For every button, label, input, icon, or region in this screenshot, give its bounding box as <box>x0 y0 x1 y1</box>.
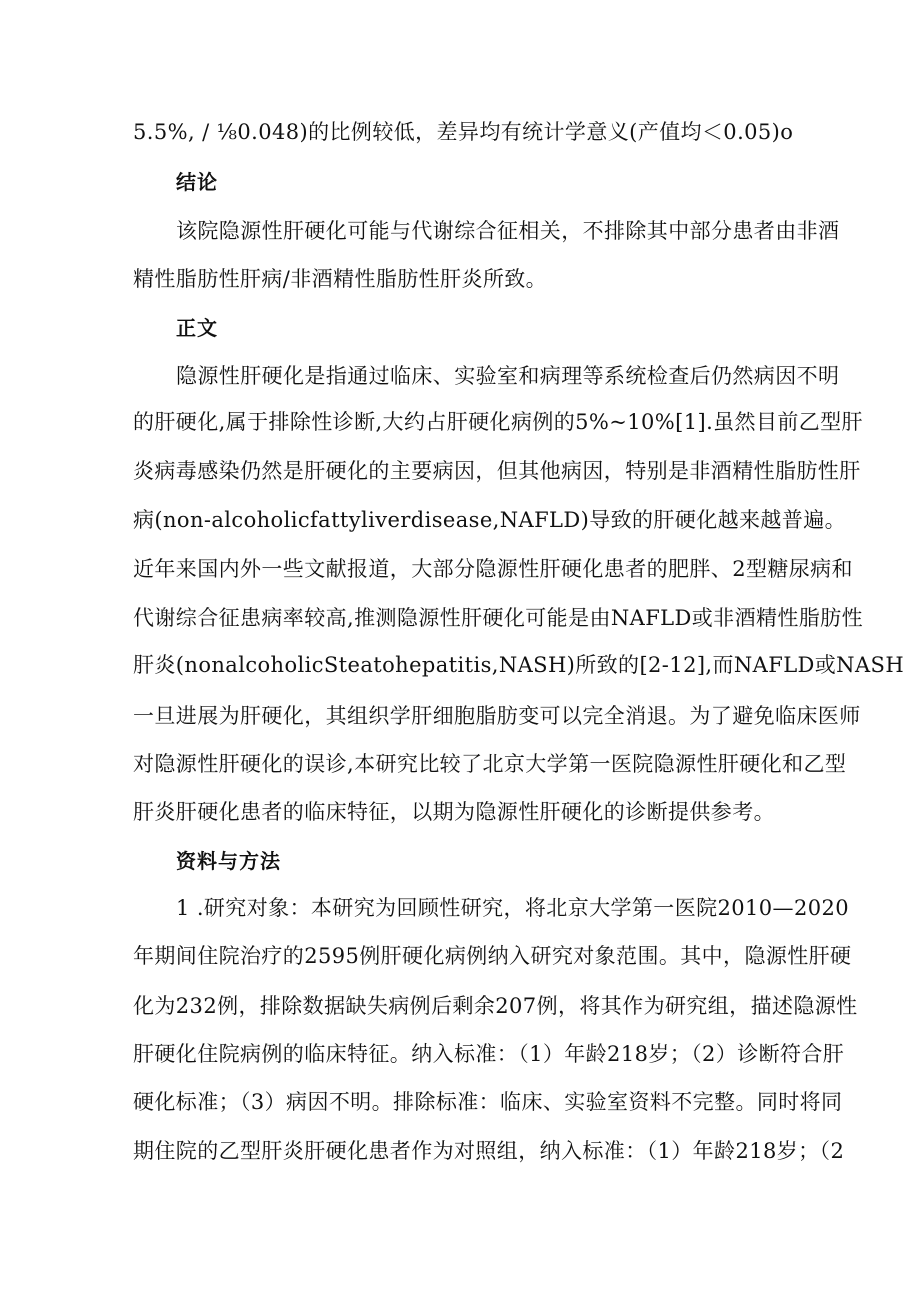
paragraph-line: 的肝硬化,属于排除性诊断,大约占肝硬化病例的5%~10%[1].虽然目前乙型肝 <box>133 410 863 434</box>
paragraph-line: 一旦进展为肝硬化，其组织学肝细胞脂肪变可以完全消退。为了避免临床医师 <box>133 704 861 728</box>
paragraph-line: 代谢综合征患病率较高,推测隐源性肝硬化可能是由NAFLD或非酒精性脂肪性 <box>133 606 863 630</box>
paragraph-line: 肝炎肝硬化患者的临床特征，以期为隐源性肝硬化的诊断提供参考。 <box>133 800 775 824</box>
paragraph-line: 隐源性肝硬化是指通过临床、实验室和病理等系统检查后仍然病因不明 <box>176 364 840 388</box>
conclusion-heading: 结论 <box>176 170 218 194</box>
paragraph-line: 近年来国内外一些文献报道，大部分隐源性肝硬化患者的肥胖、2型糖尿病和 <box>133 557 853 581</box>
methods-line: 化为232例，排除数据缺失病例后剩余207例，将其作为研究组，描述隐源性 <box>133 994 858 1018</box>
paragraph-line: 对隐源性肝硬化的误诊,本研究比较了北京大学第一医院隐源性肝硬化和乙型 <box>133 752 847 776</box>
paragraph-line: 炎病毒感染仍然是肝硬化的主要病因，但其他病因，特别是非酒精性脂肪性肝 <box>133 459 861 483</box>
paragraph-line: 病(non-alcoholicfattyliverdisease,NAFLD)导致的肝硬化越来越普遍。 <box>133 508 847 532</box>
methods-heading: 资料与方法 <box>176 849 281 873</box>
conclusion-line: 精性脂肪性肝病/非酒精性脂肪性肝炎所致。 <box>133 267 548 291</box>
methods-line: 1 .研究对象：本研究为回顾性研究，将北京大学第一医院2010—2020 <box>176 896 849 920</box>
methods-line: 期住院的乙型肝炎肝硬化患者作为对照组，纳入标准：（1）年龄218岁；（2 <box>133 1139 845 1163</box>
methods-line: 硬化标准；（3）病因不明。排除标准：临床、实验室资料不完整。同时将同 <box>133 1090 843 1114</box>
methods-line: 年期间住院治疗的2595例肝硬化病例纳入研究对象范围。其中，隐源性肝硬 <box>133 944 852 968</box>
paragraph-line: 肝炎(nonalcoholicSteatohepatitis,NASH)所致的[2-12],而NAFLD或NASH <box>133 653 905 677</box>
results-tail-line: 5.5%, / ⅛0.048)的比例较低，差异均有统计学意义(产值均＜0.05)o <box>133 120 794 144</box>
methods-line: 肝硬化住院病例的临床特征。纳入标准：（1）年龄218岁；（2）诊断符合肝 <box>133 1042 845 1066</box>
main-text-heading: 正文 <box>176 316 218 340</box>
conclusion-line: 该院隐源性肝硬化可能与代谢综合征相关，不排除其中部分患者由非酒 <box>176 219 840 243</box>
